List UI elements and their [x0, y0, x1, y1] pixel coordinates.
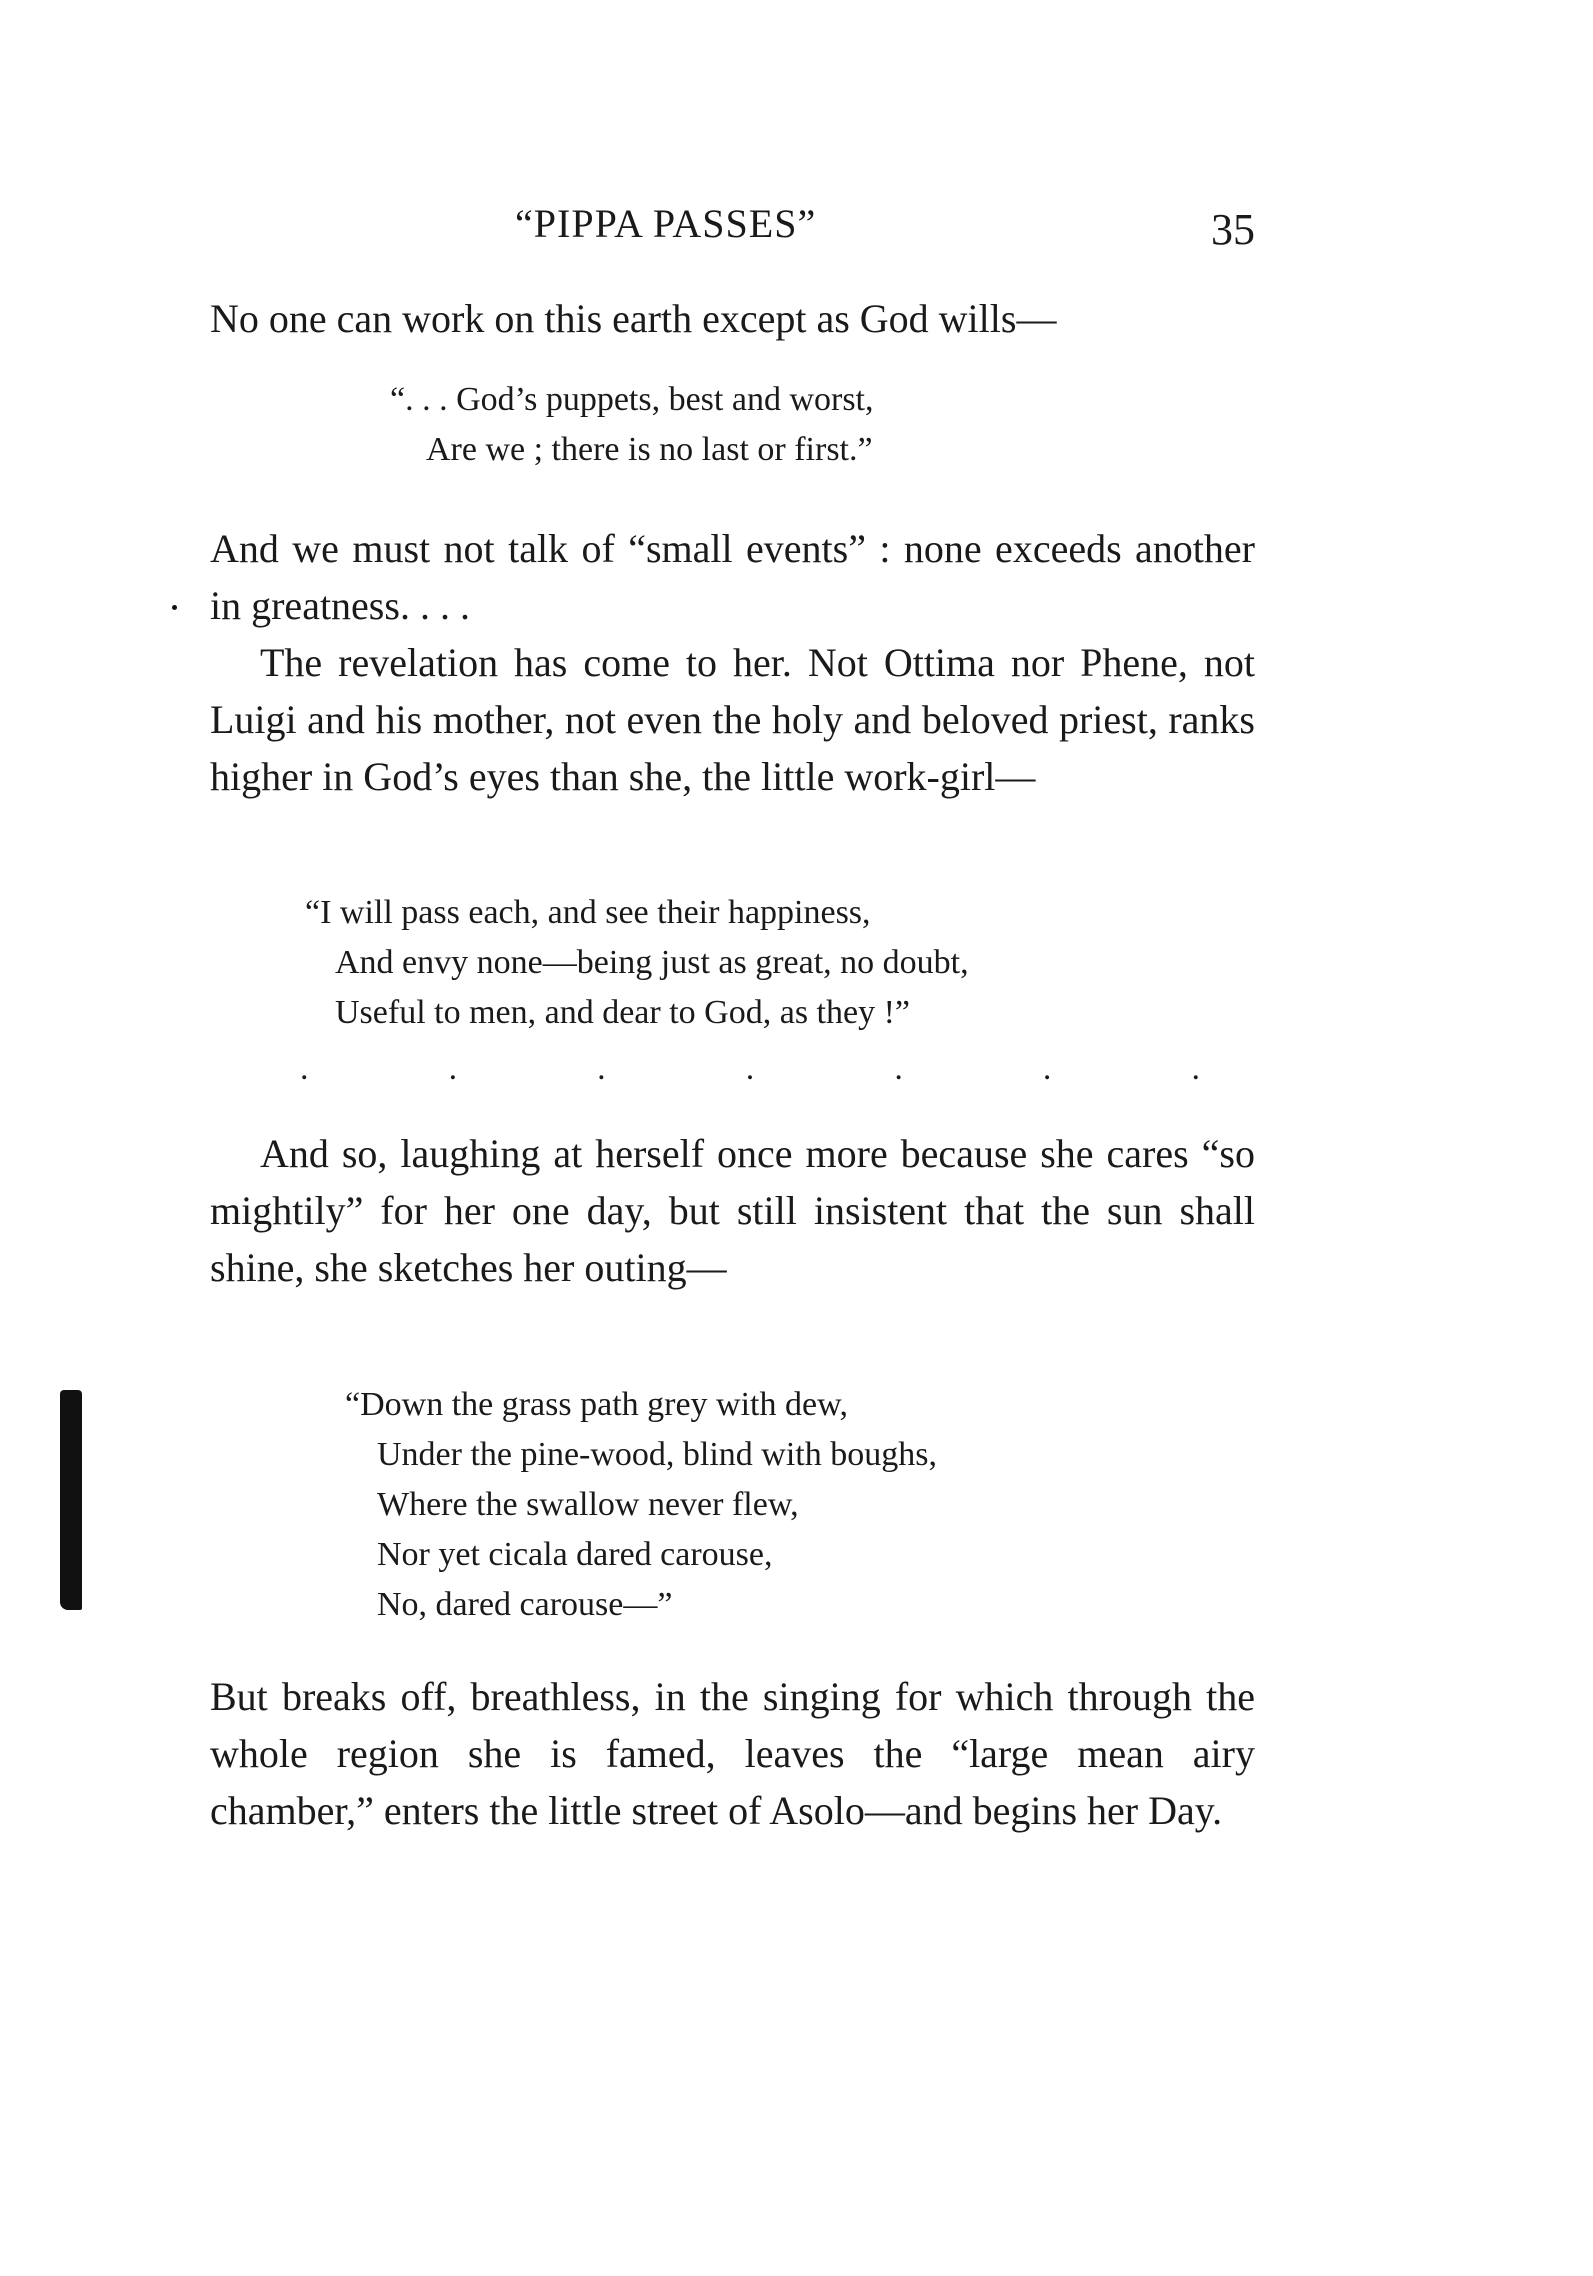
verse-line: Under the pine-wood, blind with boughs, — [377, 1436, 937, 1473]
paragraph-3: The revelation has come to her. Not Ottima nor Phene, not Luigi and his mother, not even the holy and beloved priest, ranks higher in God’s eyes than she, the little work-girl— — [210, 640, 1255, 799]
running-title: “PIPPA PASSES” — [515, 201, 817, 246]
ellipsis-dot: . — [448, 1050, 458, 1087]
verse-line: “Down the grass path grey with dew, — [345, 1386, 848, 1423]
verse-line: Useful to men, and dear to God, as they !” — [335, 994, 910, 1031]
ellipsis-dot: . — [745, 1050, 755, 1087]
verse-quote-1 — [390, 375, 874, 475]
paragraph-2: And we must not talk of “small events” : none exceeds another in greatness. . . . — [210, 526, 1255, 628]
binding-mark — [60, 1390, 82, 1610]
verse-line: Where the swallow never flew, — [377, 1486, 799, 1523]
stray-mark — [172, 605, 177, 610]
paragraph-5: But breaks off, breathless, in the singing for which through the whole region she is famed, leaves the “large mean airy chamber,” enters the little street of Asolo—and begins her Day. — [210, 1674, 1255, 1833]
ellipsis-row — [300, 1050, 1200, 1088]
verse-quote-2 — [305, 888, 969, 1038]
ellipsis-dot: . — [1191, 1050, 1200, 1087]
paragraph-4: And so, laughing at herself once more because she cares “so mightily” for her one day, but still insistent that the sun shall shine, she sketches her outing— — [210, 1131, 1255, 1290]
verse-line: “. . . God’s puppets, best and worst, — [390, 381, 874, 418]
ellipsis-dot: . — [1042, 1050, 1052, 1087]
ellipsis-dot: . — [597, 1050, 606, 1087]
verse-line: No, dared carouse—” — [377, 1586, 673, 1623]
ellipsis-dot: . — [300, 1050, 309, 1087]
running-head — [210, 200, 1255, 260]
verse-quote-3 — [345, 1380, 937, 1630]
verse-line: Nor yet cicala dared carouse, — [377, 1536, 773, 1573]
paragraph-1: No one can work on this earth except as God wills— — [210, 296, 1057, 341]
verse-line: And envy none—being just as great, no doubt, — [335, 944, 969, 981]
page-number: 35 — [1211, 205, 1255, 254]
ellipsis-dot: . — [894, 1050, 903, 1087]
verse-line: “I will pass each, and see their happiness, — [305, 894, 871, 931]
verse-line: Are we ; there is no last or first.” — [426, 431, 873, 468]
